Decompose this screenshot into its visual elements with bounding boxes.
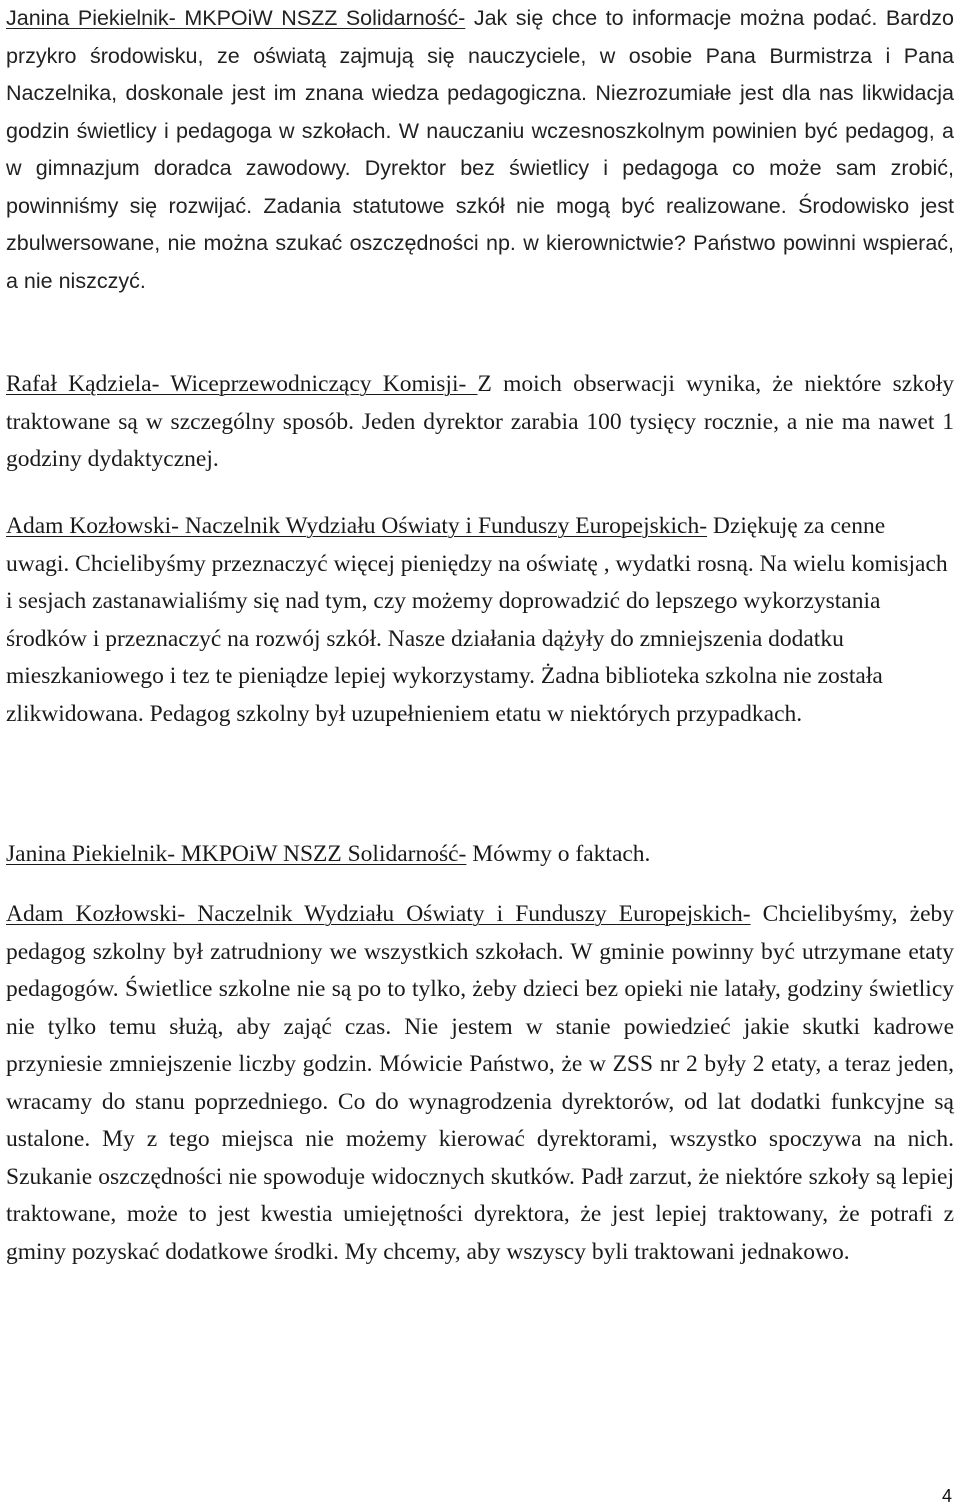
paragraph-kozlowski-2 — [6, 896, 954, 1271]
speaker-name: Rafał Kądziela- Wiceprzewodniczący Komisji- — [6, 371, 478, 397]
paragraph-text: Z moich obserwacji wynika, że niektóre szkoły traktowane są w szczególny sposób. Jeden dyrektor zarabia 100 tysięcy rocznie, a nie ma nawet 1 godziny dydaktycznej. — [6, 371, 955, 472]
speaker-name: Janina Piekielnik- MKPOiW NSZZ Solidarność- — [6, 6, 466, 30]
speaker-name: Adam Kozłowski- Naczelnik Wydziału Oświaty i Funduszy Europejskich- — [6, 513, 708, 539]
paragraph-text: Mówmy o faktach. — [466, 841, 651, 867]
paragraph-kadziela — [6, 366, 954, 479]
paragraph-piekielnik-2 — [6, 836, 954, 874]
paragraph-text: Jak się chce to informacje można podać. Bardzo przykro środowisku, ze oświatą zajmują się nauczyciele, w osobie Pana Burmistrza i Pana Naczelnika, doskonale jest im znana wiedza pedagogiczna. Niezrozumiałe jest dla nas likwidacja godzin świetlicy i pedagoga w szkołach. W nauczaniu wczesnoszkolnym powinien być pedagog, a w gimnazjum doradca zawodowy. Dyrektor bez świetlicy i pedagoga co może sam zrobić, powinniśmy się rozwijać. Zadania statutowe szkół nie mogą być realizowane. Środowisko jest zbulwersowane, nie można szukać oszczędności np. w kierownictwie? Państwo powinni wspierać, a nie niszczyć. — [6, 6, 954, 293]
paragraph-piekielnik-1 — [6, 0, 954, 300]
paragraph-text: Dziękuję za cenne uwagi. Chcielibyśmy przeznaczyć więcej pieniędzy na oświatę , wydatki rosną. Na wielu komisjach i sesjach zastanawialiśmy się nad tym, czy możemy doprowadzić do lepszego wykorzystania środków i przeznaczyć na rozwój szkół. Nasze działania dążyły do zmniejszenia dodatku mieszkaniowego i tez te pieniądze lepiej wykorzystamy. Żadna biblioteka szkolna nie została zlikwidowana. Pedagog szkolny był uzupełnieniem etatu w niektórych przypadkach. — [6, 513, 948, 727]
page-number: 4 — [941, 1486, 952, 1506]
paragraph-kozlowski-1 — [6, 508, 954, 733]
speaker-name: Janina Piekielnik- MKPOiW NSZZ Solidarność- — [6, 841, 467, 867]
speaker-name: Adam Kozłowski- Naczelnik Wydziału Oświaty i Funduszy Europejskich- — [6, 901, 751, 927]
paragraph-text: Chcielibyśmy, żeby pedagog szkolny był zatrudniony we wszystkich szkołach. W gminie powinny być utrzymane etaty pedagogów. Świetlice szkolne nie są po to tylko, żeby dzieci bez opieki nie latały, godziny świetlicy nie tylko temu służą, aby zająć czas. Nie jestem w stanie powiedzieć jakie skutki kadrowe przyniesie zmniejszenie liczby godzin. Mówicie Państwo, że w ZSS nr 2 były 2 etaty, a teraz jeden, wracamy do stanu poprzedniego. Co do wynagrodzenia dyrektorów, od lat dodatki funkcyjne są ustalone. My z tego miejsca nie możemy kierować dyrektorami, wszystko spoczywa na nich. Szukanie oszczędności nie spowoduje widocznych skutków. Padł zarzut, że niektóre szkoły są lepiej traktowane, może to jest kwestia umiejętności dyrektora, że jest lepiej traktowany, że potrafi z gminy pozyskać dodatkowe środki. My chcemy, aby wszyscy byli traktowani jednakowo. — [6, 901, 954, 1265]
